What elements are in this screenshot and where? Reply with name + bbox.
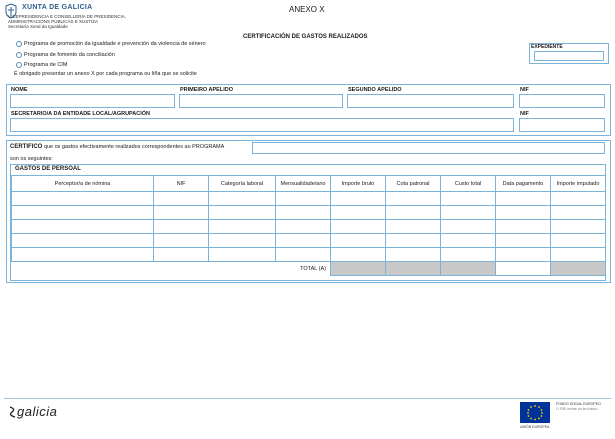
eu-flag-icon (520, 402, 550, 423)
table-cell[interactable] (386, 206, 441, 220)
program-note: É obrigado presentar un anexo X por cada programa ou liña que se solicite (14, 71, 197, 77)
table-cell[interactable] (154, 206, 209, 220)
table-cell[interactable] (276, 220, 331, 234)
table-cell[interactable] (386, 234, 441, 248)
table-cell[interactable] (496, 220, 551, 234)
table-cell[interactable] (12, 220, 154, 234)
nif2-input[interactable] (519, 118, 605, 132)
galicia-logo-text: galicia (17, 404, 58, 419)
dept-line2: ADMINISTRACIÓNS PÚBLICAS E XUSTIZA (8, 19, 99, 24)
table-row (12, 206, 606, 220)
table-cell[interactable] (551, 248, 606, 262)
form-title: CERTIFICACIÓN DE GASTOS REALIZADOS (243, 34, 368, 40)
certifico-bold: CERTIFICO (10, 144, 43, 150)
program-radio-2[interactable] (16, 52, 22, 58)
expenses-table (11, 175, 606, 276)
primeiro-apelido-label: PRIMEIRO APELIDO (180, 87, 233, 93)
certifico-program-input[interactable] (252, 142, 605, 154)
program-option-1: Programa de promoción da igualdade e prevención da violencia de xénero (24, 41, 206, 47)
table-cell[interactable] (551, 234, 606, 248)
table-row (12, 234, 606, 248)
secretario-label: SECRETARIO/A DA ENTIDADE LOCAL/AGRUPACIÓN (11, 111, 151, 117)
table-cell[interactable] (496, 234, 551, 248)
table-cell[interactable] (496, 192, 551, 206)
table-cell[interactable] (551, 220, 606, 234)
segundo-apelido-label: SEGUNDO APELIDO (348, 87, 402, 93)
table-cell[interactable] (12, 248, 154, 262)
col-header-custo-total: Custo total (441, 176, 496, 192)
table-cell[interactable] (276, 192, 331, 206)
table-cell[interactable] (386, 220, 441, 234)
total-data-pagamento[interactable] (496, 262, 551, 276)
eu-label: UNIÓN EUROPEA (520, 425, 550, 429)
certifico-line (10, 144, 224, 150)
table-cell[interactable] (154, 234, 209, 248)
table-cell[interactable] (331, 220, 386, 234)
expenses-title: GASTOS DE PERSOAL (15, 166, 81, 172)
expenses-header-row (12, 176, 606, 192)
fund-line2: O FSE invirte no teu futuro (556, 407, 598, 411)
nif2-label: NIF (520, 111, 529, 117)
col-header-importe-imputado: Importe imputado (551, 176, 606, 192)
nome-label: NOME (11, 87, 28, 93)
xunta-logo (4, 3, 154, 31)
program-radio-3[interactable] (16, 62, 22, 68)
table-cell[interactable] (441, 206, 496, 220)
dept-line3: Secretaría Xeral da Igualdade (8, 24, 68, 29)
table-cell[interactable] (331, 248, 386, 262)
total-label: TOTAL (A) (300, 265, 326, 272)
col-header-mensualidade: Mensualidade/ano (276, 176, 331, 192)
nif-input[interactable] (519, 94, 605, 108)
expediente-label: EXPEDIENTE (531, 44, 563, 50)
table-cell[interactable] (209, 192, 276, 206)
table-cell[interactable] (441, 234, 496, 248)
total-row (12, 262, 606, 276)
table-cell[interactable] (12, 192, 154, 206)
table-cell[interactable] (209, 234, 276, 248)
table-cell[interactable] (12, 234, 154, 248)
table-cell[interactable] (331, 192, 386, 206)
secretario-input[interactable] (10, 118, 514, 132)
program-option-2: Programa de fomento da conciliación (24, 52, 115, 58)
total-custo-total (441, 262, 496, 276)
col-header-importe-bruto: Importe bruto (331, 176, 386, 192)
total-importe-imputado (551, 262, 606, 276)
col-header-categoria: Categoría laboral (209, 176, 276, 192)
table-row (12, 192, 606, 206)
table-cell[interactable] (496, 206, 551, 220)
table-cell[interactable] (551, 206, 606, 220)
table-cell[interactable] (386, 192, 441, 206)
table-cell[interactable] (209, 206, 276, 220)
total-cota-patronal (386, 262, 441, 276)
table-cell[interactable] (276, 234, 331, 248)
table-cell[interactable] (154, 220, 209, 234)
annex-title: ANEXO X (289, 5, 325, 14)
program-option-3: Programa de CIM (24, 62, 68, 68)
table-row (12, 220, 606, 234)
table-cell[interactable] (496, 248, 551, 262)
expediente-input[interactable] (534, 51, 604, 61)
col-header-nif: NIF (154, 176, 209, 192)
certifico-text: que os gastos efectivamente realizados correspondentes ao PROGRAMA (43, 144, 225, 150)
table-cell[interactable] (441, 248, 496, 262)
table-cell[interactable] (12, 206, 154, 220)
col-header-data-pagamento: Data pagamento (496, 176, 551, 192)
col-header-cota-patronal: Cota patronal (386, 176, 441, 192)
org-name: XUNTA DE GALICIA (22, 4, 93, 11)
table-cell[interactable] (154, 248, 209, 262)
table-cell[interactable] (276, 248, 331, 262)
total-importe-bruto (331, 262, 386, 276)
table-cell[interactable] (154, 192, 209, 206)
table-cell[interactable] (209, 220, 276, 234)
nif-label: NIF (520, 87, 529, 93)
program-radio-1[interactable] (16, 41, 22, 47)
table-cell[interactable] (441, 220, 496, 234)
table-cell[interactable] (551, 192, 606, 206)
table-row (12, 248, 606, 262)
footer-rule (4, 398, 611, 399)
primeiro-apelido-input[interactable] (179, 94, 343, 108)
table-cell[interactable] (209, 248, 276, 262)
table-cell[interactable] (441, 192, 496, 206)
col-header-perceptor: Perceptor/a de nómina (12, 176, 154, 192)
nome-input[interactable] (10, 94, 175, 108)
table-cell[interactable] (276, 206, 331, 220)
table-cell[interactable] (386, 248, 441, 262)
fund-line1: FONDO SOCIAL EUROPEO (556, 402, 601, 406)
segundo-apelido-input[interactable] (347, 94, 514, 108)
table-cell[interactable] (331, 206, 386, 220)
table-cell[interactable] (331, 234, 386, 248)
dept-line1: VICEPRESIDENCIA E CONSELLERÍA DE PRESIDENCIA, (8, 14, 127, 19)
certifico-suffix: son os seguintes: (10, 156, 53, 162)
